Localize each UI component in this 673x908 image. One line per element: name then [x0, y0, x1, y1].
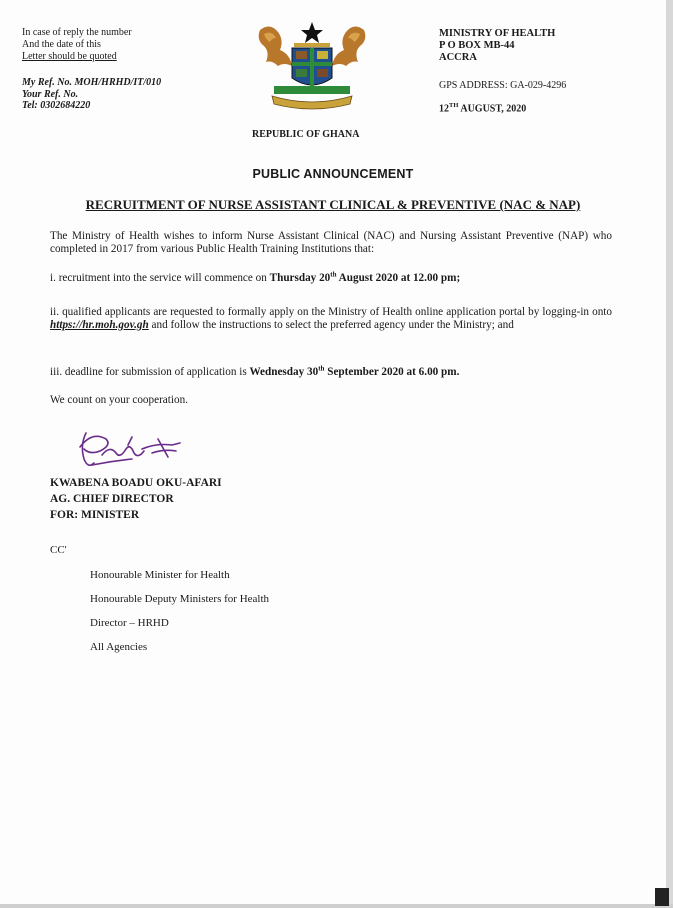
- item-1-date: Thursday 20: [269, 272, 331, 284]
- item-2-text-b: and follow the instructions to select the preferred agency under the Ministry; and: [148, 319, 514, 331]
- signature-icon: [72, 425, 187, 475]
- item-3-sup: th: [318, 364, 325, 373]
- reply-line-3: Letter should be quoted: [22, 51, 117, 62]
- letter-date: [439, 102, 526, 114]
- republic-label: REPUBLIC OF GHANA: [252, 129, 360, 140]
- announcement-heading: PUBLIC ANNOUNCEMENT: [252, 167, 414, 181]
- your-ref: Your Ref. No.: [22, 88, 79, 100]
- cc-recipient: Honourable Deputy Ministers for Health: [90, 593, 270, 605]
- reply-line-2: And the date of this: [22, 39, 101, 50]
- item-3-date-rest: September 2020 at 6.00 pm.: [324, 366, 460, 378]
- signatory-block: [50, 475, 222, 523]
- date-rest: AUGUST, 2020: [458, 103, 527, 115]
- my-ref: My Ref. No. MOH/HRHD/IT/010: [22, 77, 162, 88]
- signatory-role: AG. CHIEF DIRECTOR: [50, 493, 174, 505]
- cc-list: [90, 563, 269, 659]
- item-3-date: Wednesday 30: [249, 366, 319, 378]
- reply-line-1: In case of reply the number: [22, 27, 132, 38]
- item-2: [50, 306, 612, 332]
- closing-line: We count on your cooperation.: [50, 394, 188, 406]
- ministry-address: [439, 28, 555, 64]
- city: ACCRA: [439, 52, 477, 63]
- ministry-name: MINISTRY OF HEALTH: [439, 28, 556, 39]
- cc-recipient: Director – HRHD: [90, 617, 169, 629]
- cc-recipient: Honourable Minister for Health: [90, 569, 230, 581]
- item-3-text: iii. deadline for submission of application is: [50, 366, 250, 378]
- page-corner-shadow: [655, 888, 669, 906]
- portal-link[interactable]: https://hr.moh.gov.gh: [50, 319, 149, 331]
- intro-paragraph: The Ministry of Health wishes to inform Nurse Assistant Clinical (NAC) and Nursing Assistant Preventive (NAP) who completed in 2017 from various Public Health Training Institutions that:: [50, 230, 612, 255]
- page-edge-bottom: [0, 904, 673, 908]
- cc-recipient: All Agencies: [90, 641, 148, 653]
- item-1: [50, 272, 612, 285]
- date-suffix: TH: [449, 102, 459, 109]
- item-1-sup: th: [330, 270, 337, 279]
- gps-address: GPS ADDRESS: GA-029-4296: [439, 80, 567, 91]
- signatory-name: KWABENA BOADU OKU-AFARI: [50, 477, 222, 489]
- item-3: [50, 366, 612, 379]
- item-1-text: i. recruitment into the service will commence on: [50, 272, 270, 284]
- reply-instructions: [22, 27, 132, 63]
- item-1-date-rest: August 2020 at 12.00 pm;: [336, 272, 461, 284]
- signatory-for: FOR: MINISTER: [50, 509, 140, 521]
- item-2-text-a: ii. qualified applicants are requested to formally apply on the Ministry of Health online application portal by logging-in onto: [50, 306, 612, 318]
- coat-of-arms-icon: [250, 20, 374, 110]
- date-day: 12: [439, 103, 449, 115]
- po-box: P O BOX MB-44: [439, 40, 515, 51]
- telephone: Tel: 0302684220: [22, 100, 91, 111]
- cc-label: CC': [50, 544, 67, 556]
- reference-block: [22, 77, 161, 112]
- page-edge-right: [666, 0, 673, 908]
- letter-title: RECRUITMENT OF NURSE ASSISTANT CLINICAL & PREVENTIVE (NAC & NAP): [85, 197, 581, 212]
